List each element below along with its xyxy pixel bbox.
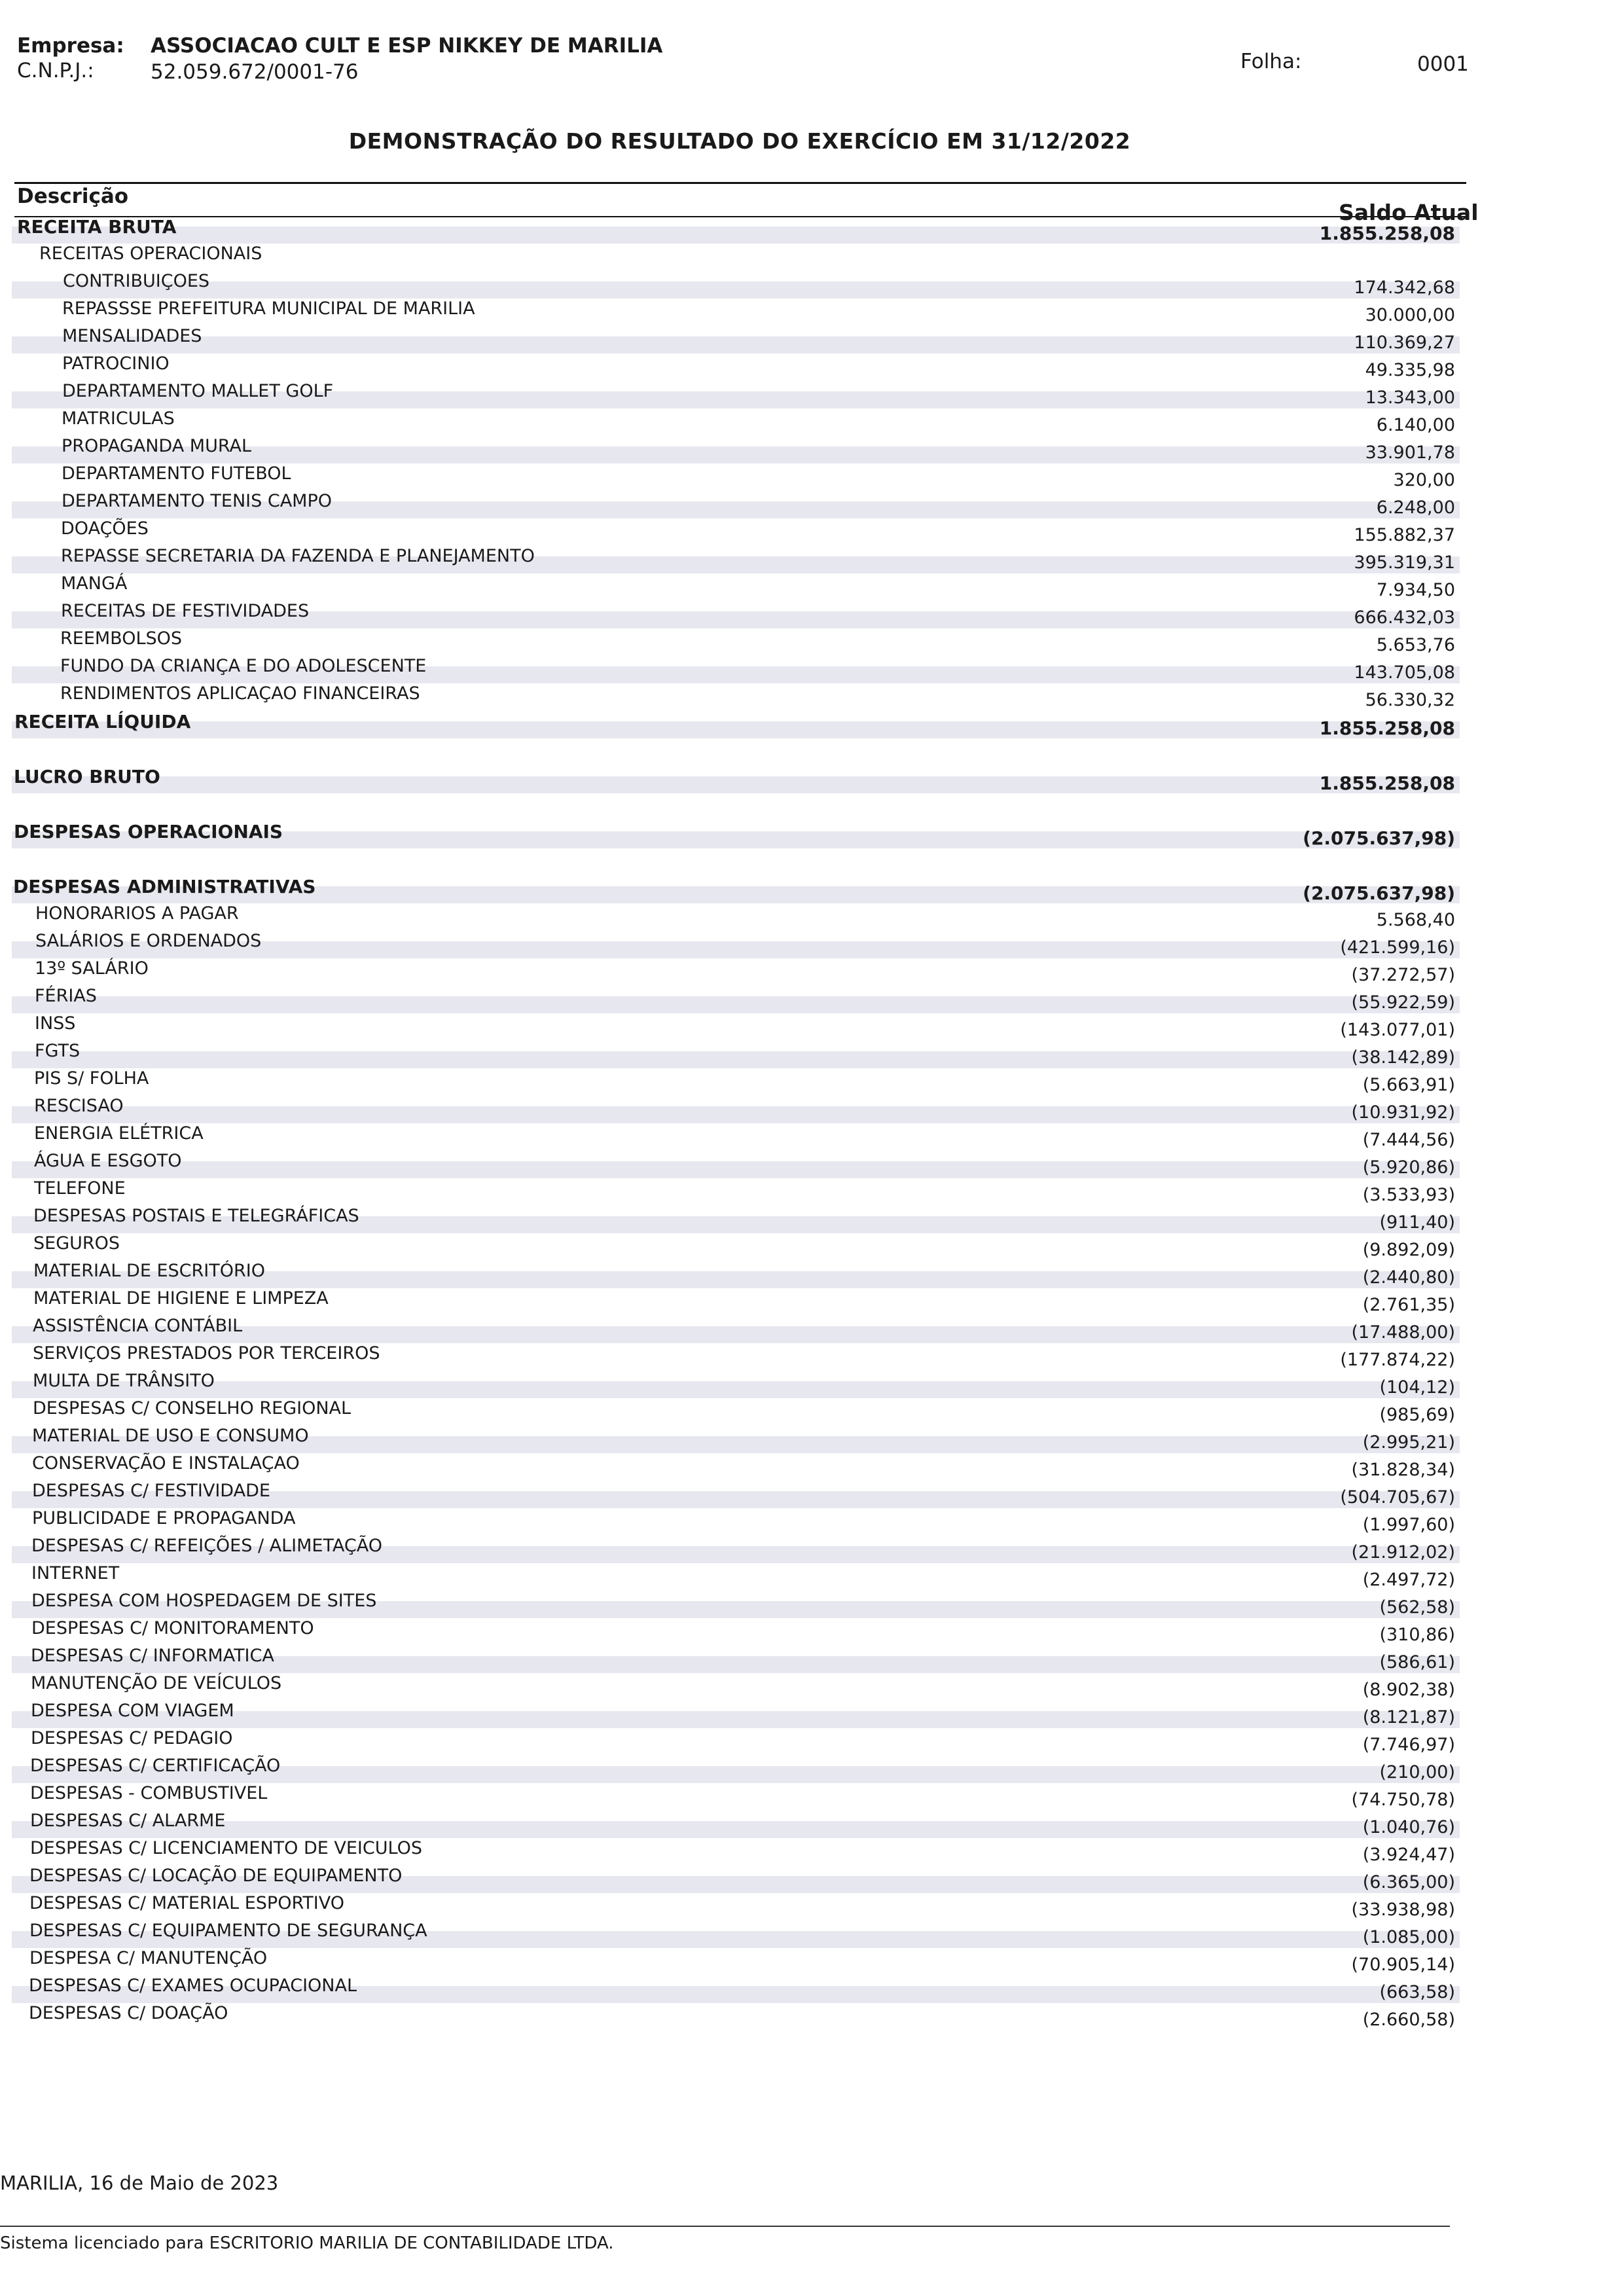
statement-row bbox=[0, 1838, 1624, 1866]
row-description: RECEITA BRUTA bbox=[17, 216, 177, 238]
statement-row bbox=[0, 1591, 1624, 1618]
row-stripe bbox=[12, 1161, 1460, 1178]
row-stripe bbox=[12, 336, 1460, 353]
statement-row bbox=[0, 491, 1624, 518]
statement-row bbox=[0, 1151, 1624, 1178]
statement-row bbox=[0, 546, 1624, 573]
row-value: (17.488,00) bbox=[1351, 1322, 1455, 1343]
row-description: REEMBOLSOS bbox=[60, 628, 183, 649]
row-description: CONTRIBUIÇOES bbox=[63, 271, 210, 291]
row-value: (7.444,56) bbox=[1362, 1130, 1455, 1150]
row-value: (21.912,02) bbox=[1351, 1542, 1455, 1563]
row-description: CONSERVAÇÃO E INSTALAÇAO bbox=[32, 1453, 300, 1473]
statement-row bbox=[0, 1728, 1624, 1756]
statement-row bbox=[0, 931, 1624, 958]
statement-row bbox=[0, 1398, 1624, 1426]
statement-row bbox=[0, 1068, 1624, 1096]
row-description: ÁGUA E ESGOTO bbox=[34, 1151, 182, 1171]
folha-label: Folha: bbox=[1240, 50, 1302, 73]
row-description: DEPARTAMENTO MALLET GOLF bbox=[62, 381, 334, 401]
row-description: MANUTENÇÃO DE VEÍCULOS bbox=[31, 1673, 282, 1693]
row-value: (2.497,72) bbox=[1362, 1570, 1455, 1590]
row-description: DESPESAS POSTAIS E TELEGRÁFICAS bbox=[33, 1206, 359, 1226]
statement-table bbox=[0, 216, 1624, 2031]
statement-row bbox=[0, 1976, 1624, 2003]
row-description: DESPESAS C/ MATERIAL ESPORTIVO bbox=[29, 1893, 344, 1913]
row-stripe bbox=[12, 281, 1460, 298]
statement-row bbox=[0, 903, 1624, 931]
row-value: (8.121,87) bbox=[1362, 1707, 1455, 1727]
row-value: 13.343,00 bbox=[1365, 388, 1455, 408]
row-value: (2.761,35) bbox=[1362, 1295, 1455, 1315]
row-value: (5.920,86) bbox=[1362, 1157, 1455, 1178]
row-description: RECEITAS DE FESTIVIDADES bbox=[61, 601, 310, 621]
row-value: (55.922,59) bbox=[1351, 992, 1455, 1013]
statement-row bbox=[0, 1948, 1624, 1976]
statement-row bbox=[0, 573, 1624, 601]
cnpj-label: C.N.P.J.: bbox=[17, 59, 94, 82]
statement-row bbox=[0, 1783, 1624, 1811]
row-description: DESPESAS C/ LOCAÇÃO DE EQUIPAMENTO bbox=[29, 1866, 403, 1886]
statement-row bbox=[0, 353, 1624, 381]
row-value: (8.902,38) bbox=[1362, 1680, 1455, 1700]
statement-row bbox=[0, 628, 1624, 656]
row-description: RECEITAS OPERACIONAIS bbox=[39, 244, 262, 264]
statement-row bbox=[0, 271, 1624, 298]
statement-row bbox=[0, 848, 1624, 876]
row-value: (9.892,09) bbox=[1362, 1240, 1455, 1260]
folha-value: 0001 bbox=[1417, 52, 1469, 76]
row-value: (504.705,67) bbox=[1340, 1487, 1455, 1508]
statement-row bbox=[0, 1371, 1624, 1398]
row-description: FUNDO DA CRIANÇA E DO ADOLESCENTE bbox=[60, 656, 427, 676]
statement-row bbox=[0, 1563, 1624, 1591]
row-description: INSS bbox=[35, 1013, 76, 1034]
empresa-value: ASSOCIACAO CULT E ESP NIKKEY DE MARILIA bbox=[151, 34, 663, 58]
row-value: (38.142,89) bbox=[1351, 1047, 1455, 1068]
row-description: DESPESAS C/ ALARME bbox=[30, 1811, 226, 1831]
footer-date: MARILIA, 16 de Maio de 2023 bbox=[0, 2172, 279, 2194]
row-stripe bbox=[12, 996, 1460, 1013]
row-description: TELEFONE bbox=[34, 1178, 126, 1199]
row-value: (663,58) bbox=[1379, 1982, 1455, 2002]
statement-row bbox=[0, 1893, 1624, 1921]
statement-row bbox=[0, 1646, 1624, 1673]
empresa-label: Empresa: bbox=[17, 34, 124, 58]
statement-row bbox=[0, 1453, 1624, 1481]
top-rule bbox=[14, 182, 1466, 184]
row-value: (37.272,57) bbox=[1351, 965, 1455, 985]
row-value: (1.997,60) bbox=[1362, 1515, 1455, 1535]
row-value: (2.075.637,98) bbox=[1303, 882, 1455, 904]
row-description: DESPESAS C/ MONITORAMENTO bbox=[31, 1618, 314, 1638]
statement-row bbox=[0, 1673, 1624, 1701]
statement-section-row bbox=[0, 821, 1624, 848]
row-value: 49.335,98 bbox=[1365, 360, 1455, 380]
row-description: RECEITA LÍQUIDA bbox=[14, 711, 191, 732]
row-stripe bbox=[12, 1821, 1460, 1838]
statement-row bbox=[0, 1206, 1624, 1233]
cnpj-value: 52.059.672/0001-76 bbox=[151, 60, 359, 84]
row-description: DEPARTAMENTO TENIS CAMPO bbox=[62, 491, 333, 511]
statement-section-row bbox=[0, 766, 1624, 793]
row-description: DESPESAS C/ REFEIÇÕES / ALIMETAÇÃO bbox=[31, 1536, 382, 1556]
row-value: (33.938,98) bbox=[1351, 1900, 1455, 1920]
footer-system-license: Sistema licenciado para ESCRITORIO MARILIA DE CONTABILIDADE LTDA. bbox=[0, 2233, 614, 2253]
row-description: SEGUROS bbox=[33, 1233, 120, 1254]
row-stripe bbox=[12, 1106, 1460, 1123]
row-value: (143.077,01) bbox=[1340, 1020, 1455, 1040]
row-value: 5.653,76 bbox=[1376, 635, 1455, 655]
statement-row bbox=[0, 1288, 1624, 1316]
row-value: (421.599,16) bbox=[1340, 937, 1455, 958]
row-value: (310,86) bbox=[1379, 1625, 1455, 1645]
row-value: (7.746,97) bbox=[1362, 1735, 1455, 1755]
row-value: 56.330,32 bbox=[1365, 690, 1455, 710]
row-value: (5.663,91) bbox=[1362, 1075, 1455, 1095]
statement-row bbox=[0, 1123, 1624, 1151]
row-value: 143.705,08 bbox=[1354, 662, 1455, 683]
document-title: DEMONSTRAÇÃO DO RESULTADO DO EXERCÍCIO EM 31/12/2022 bbox=[348, 128, 1131, 154]
row-description: DESPESAS C/ LICENCIAMENTO DE VEICULOS bbox=[30, 1838, 422, 1858]
row-description: DESPESAS - COMBUSTIVEL bbox=[30, 1783, 268, 1803]
row-value: (3.533,93) bbox=[1362, 1185, 1455, 1205]
row-value: (2.995,21) bbox=[1362, 1432, 1455, 1453]
statement-row bbox=[0, 793, 1624, 821]
row-description: FGTS bbox=[35, 1041, 81, 1061]
row-value: 395.319,31 bbox=[1354, 552, 1455, 573]
row-description: PROPAGANDA MURAL bbox=[62, 436, 252, 456]
row-value: (586,61) bbox=[1379, 1652, 1455, 1672]
statement-section-row bbox=[0, 216, 1624, 244]
row-value: 6.248,00 bbox=[1376, 497, 1455, 518]
row-description: DESPESAS C/ CERTIFICAÇÃO bbox=[30, 1756, 281, 1776]
column-header-saldo: Saldo Atual bbox=[1339, 200, 1479, 225]
row-description: ENERGIA ELÉTRICA bbox=[34, 1123, 204, 1144]
statement-row bbox=[0, 683, 1624, 711]
row-value: 6.140,00 bbox=[1376, 415, 1455, 435]
row-description: DESPESAS C/ EXAMES OCUPACIONAL bbox=[29, 1976, 357, 1996]
statement-row bbox=[0, 1178, 1624, 1206]
row-value: (70.905,14) bbox=[1351, 1955, 1455, 1975]
statement-row bbox=[0, 1536, 1624, 1563]
row-description: MANGÁ bbox=[61, 573, 128, 594]
row-description: PUBLICIDADE E PROPAGANDA bbox=[32, 1508, 296, 1528]
statement-row bbox=[0, 986, 1624, 1013]
row-value: (562,58) bbox=[1379, 1597, 1455, 1617]
row-description: DESPESAS C/ INFORMATICA bbox=[31, 1646, 274, 1666]
row-description: DESPESAS C/ PEDAGIO bbox=[31, 1728, 233, 1748]
row-value: (3.924,47) bbox=[1362, 1845, 1455, 1865]
statement-row bbox=[0, 2003, 1624, 2031]
row-description: DESPESAS OPERACIONAIS bbox=[14, 821, 283, 842]
row-description: DESPESA COM VIAGEM bbox=[31, 1701, 234, 1721]
statement-section-row bbox=[0, 711, 1624, 738]
row-description: REPASSSE PREFEITURA MUNICIPAL DE MARILIA bbox=[62, 298, 475, 319]
row-value: (1.040,76) bbox=[1362, 1817, 1455, 1837]
row-value: (985,69) bbox=[1379, 1405, 1455, 1425]
statement-row bbox=[0, 1041, 1624, 1068]
row-description: DEPARTAMENTO FUTEBOL bbox=[62, 463, 291, 484]
statement-row bbox=[0, 1261, 1624, 1288]
statement-row bbox=[0, 408, 1624, 436]
row-description: REPASSE SECRETARIA DA FAZENDA E PLANEJAMENTO bbox=[61, 546, 535, 566]
row-value: 320,00 bbox=[1393, 470, 1455, 490]
row-value: 666.432,03 bbox=[1354, 607, 1455, 628]
statement-row bbox=[0, 244, 1624, 271]
statement-row bbox=[0, 1343, 1624, 1371]
statement-row bbox=[0, 463, 1624, 491]
row-value: (210,00) bbox=[1379, 1762, 1455, 1782]
row-description: DESPESAS C/ FESTIVIDADE bbox=[32, 1481, 270, 1501]
row-value: 1.855.258,08 bbox=[1319, 772, 1455, 794]
row-description: INTERNET bbox=[31, 1563, 120, 1583]
row-value: (2.440,80) bbox=[1362, 1267, 1455, 1288]
row-value: (2.660,58) bbox=[1362, 2010, 1455, 2030]
statement-row bbox=[0, 1811, 1624, 1838]
row-description: DOAÇÕES bbox=[61, 518, 149, 539]
statement-row bbox=[0, 1508, 1624, 1536]
row-description: RESCISAO bbox=[34, 1096, 124, 1116]
statement-row bbox=[0, 436, 1624, 463]
row-value: 1.855.258,08 bbox=[1319, 223, 1455, 244]
row-description: HONORARIOS A PAGAR bbox=[35, 903, 239, 924]
row-description: PIS S/ FOLHA bbox=[34, 1068, 149, 1089]
statement-row bbox=[0, 1756, 1624, 1783]
statement-row bbox=[0, 1701, 1624, 1728]
row-value: 5.568,40 bbox=[1376, 910, 1455, 930]
row-description: DESPESAS ADMINISTRATIVAS bbox=[13, 876, 316, 897]
row-description: RENDIMENTOS APLICAÇAO FINANCEIRAS bbox=[60, 683, 420, 704]
row-value: (10.931,92) bbox=[1351, 1102, 1455, 1123]
row-description: DESPESAS C/ CONSELHO REGIONAL bbox=[33, 1398, 352, 1419]
row-description: MATRICULAS bbox=[62, 408, 175, 429]
statement-row bbox=[0, 1013, 1624, 1041]
column-header-descricao: Descrição bbox=[17, 185, 129, 208]
row-stripe bbox=[12, 1051, 1460, 1068]
row-description: MULTA DE TRÂNSITO bbox=[33, 1371, 215, 1391]
row-stripe bbox=[12, 1381, 1460, 1398]
row-stripe bbox=[12, 776, 1460, 793]
row-value: 155.882,37 bbox=[1354, 525, 1455, 545]
row-value: (911,40) bbox=[1379, 1212, 1455, 1233]
row-description: MENSALIDADES bbox=[62, 326, 202, 346]
statement-row bbox=[0, 298, 1624, 326]
statement-row bbox=[0, 1426, 1624, 1453]
statement-row bbox=[0, 738, 1624, 766]
row-value: 7.934,50 bbox=[1376, 580, 1455, 600]
statement-row bbox=[0, 958, 1624, 986]
row-description: 13º SALÁRIO bbox=[35, 958, 149, 979]
row-description: DESPESA C/ MANUTENÇÃO bbox=[29, 1948, 268, 1968]
footer-rule bbox=[0, 2226, 1450, 2227]
row-value: 30.000,00 bbox=[1365, 305, 1455, 325]
statement-row bbox=[0, 1921, 1624, 1948]
row-value: (74.750,78) bbox=[1351, 1790, 1455, 1810]
statement-row bbox=[0, 381, 1624, 408]
row-value: 174.342,68 bbox=[1354, 278, 1455, 298]
statement-row bbox=[0, 1866, 1624, 1893]
row-value: (104,12) bbox=[1379, 1377, 1455, 1398]
row-description: DESPESAS C/ DOAÇÃO bbox=[29, 2003, 228, 2023]
statement-row bbox=[0, 601, 1624, 628]
row-value: 1.855.258,08 bbox=[1319, 717, 1455, 739]
row-description: MATERIAL DE ESCRITÓRIO bbox=[33, 1261, 265, 1281]
row-value: (6.365,00) bbox=[1362, 1872, 1455, 1892]
row-description: ASSISTÊNCIA CONTÁBIL bbox=[33, 1316, 243, 1336]
row-value: (2.075.637,98) bbox=[1303, 827, 1455, 849]
row-stripe bbox=[12, 226, 1460, 244]
row-description: SERVIÇOS PRESTADOS POR TERCEIROS bbox=[33, 1343, 380, 1364]
statement-row bbox=[0, 1096, 1624, 1123]
row-description: DESPESAS C/ EQUIPAMENTO DE SEGURANÇA bbox=[29, 1921, 427, 1941]
row-description: MATERIAL DE USO E CONSUMO bbox=[32, 1426, 309, 1446]
statement-section-row bbox=[0, 876, 1624, 903]
row-description: LUCRO BRUTO bbox=[14, 766, 160, 787]
row-value: (31.828,34) bbox=[1351, 1460, 1455, 1480]
row-value: (177.874,22) bbox=[1340, 1350, 1455, 1370]
row-description: FÉRIAS bbox=[35, 986, 97, 1006]
row-description: MATERIAL DE HIGIENE E LIMPEZA bbox=[33, 1288, 329, 1309]
row-value: (1.085,00) bbox=[1362, 1927, 1455, 1947]
row-description: PATROCINIO bbox=[62, 353, 170, 374]
row-description: SALÁRIOS E ORDENADOS bbox=[35, 931, 262, 951]
row-value: 33.901,78 bbox=[1365, 443, 1455, 463]
statement-row bbox=[0, 1233, 1624, 1261]
statement-row bbox=[0, 1481, 1624, 1508]
statement-row bbox=[0, 1618, 1624, 1646]
row-value: 110.369,27 bbox=[1354, 333, 1455, 353]
statement-row bbox=[0, 1316, 1624, 1343]
row-stripe bbox=[12, 721, 1460, 738]
statement-row bbox=[0, 326, 1624, 353]
row-description: DESPESA COM HOSPEDAGEM DE SITES bbox=[31, 1591, 377, 1611]
statement-row bbox=[0, 518, 1624, 546]
statement-row bbox=[0, 656, 1624, 683]
